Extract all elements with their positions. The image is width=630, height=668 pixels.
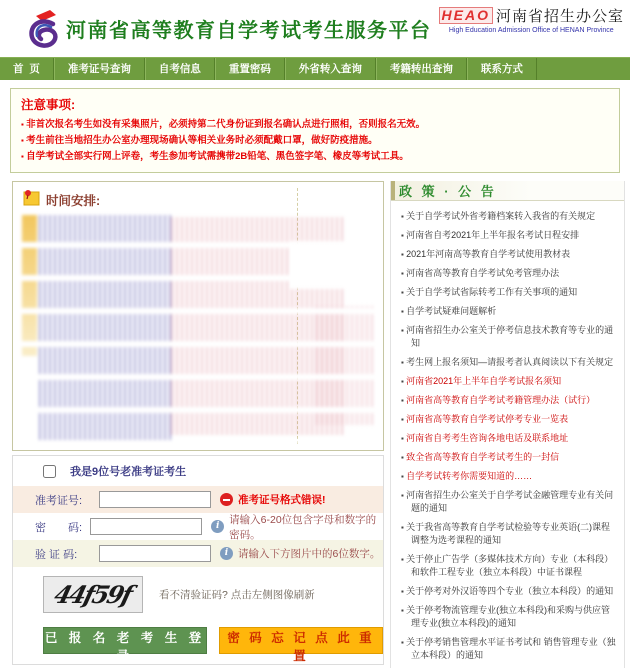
captcha-refresh-hint[interactable]: 看不清验证码? 点击左侧图像刷新 — [159, 589, 315, 601]
org-name-english: High Education Admission Office of HENAN Province — [448, 27, 614, 34]
captcha-code: 44f59f — [51, 580, 135, 609]
announcement-link[interactable]: ▪ 考生网上报名须知—请报考者认真阅读以下有关规定 — [401, 356, 618, 369]
reset-password-button[interactable]: 密 码 忘 记 点 此 重 置 — [219, 627, 383, 654]
old-ticket-row — [13, 456, 383, 486]
notice-item: ▪ 自学考试全部实行网上评卷，考生参加考试需携带2B铅笔、黑色签字笔、橡皮等考试工具。 — [21, 149, 609, 165]
schedule-panel — [12, 181, 384, 451]
nav-item-1[interactable]: 准考证号查询 — [54, 58, 145, 80]
password-input[interactable] — [90, 518, 202, 535]
announcement-link[interactable]: ▪ 河南省高等教育自学考试免考管理办法 — [401, 267, 618, 280]
ticket-number-message: 准考证号格式错误! — [238, 494, 326, 506]
announcement-link[interactable]: ▪ 河南省高等教育自学考试考籍管理办法（试行） — [401, 394, 618, 407]
org-logo-block — [439, 5, 624, 34]
announcement-link[interactable]: ▪ 关于自学考试外省考籍档案转入我省的有关规定 — [401, 210, 618, 223]
schedule-title: 时间安排: — [46, 194, 101, 208]
site-logo-icon — [26, 8, 62, 50]
blurred-schedule-content — [22, 215, 374, 443]
login-button[interactable]: 已 报 名 老 考 生 登 录 — [43, 627, 207, 654]
announcements-title: 政 策 · 公 告 — [399, 184, 497, 199]
notice-item: ▪ 考生前往当地招生办公室办理现场确认等相关业务时必须配戴口罩，做好防疫措施。 — [21, 133, 609, 149]
announcement-link[interactable]: ▪ 河南省自考考生咨询各地电话及联系地址 — [401, 432, 618, 445]
announcement-link[interactable]: ▪ 关于我省高等教育自学考试检验等专业英语(二)课程调整为选考课程的通知 — [401, 521, 618, 547]
notice-title: 注意事项: — [21, 98, 76, 112]
nav-item-6[interactable]: 联系方式 — [467, 58, 537, 80]
error-icon — [220, 493, 233, 506]
login-buttons-row — [13, 618, 383, 664]
notice-list — [21, 117, 609, 165]
announcement-link[interactable]: ▪ 自学考试转考你需要知道的…… — [401, 470, 618, 483]
nav-item-0[interactable]: 首 页 — [0, 58, 54, 80]
ticket-number-label: 准考证号: — [35, 494, 83, 507]
main-nav — [0, 57, 630, 80]
notice-item: ▪ 非首次报名考生如没有采集照片，必须持第二代身份证到报名确认点进行照相，否则报名无效。 — [21, 117, 609, 133]
nav-item-5[interactable]: 考籍转出查询 — [376, 58, 467, 80]
info-icon: i — [220, 547, 233, 560]
announcement-link[interactable]: ▪ 自学考试疑难问题解析 — [401, 305, 618, 318]
announcement-link[interactable]: ▪ 河南省招生办公室关于停考信息技术教育等专业的通知 — [401, 324, 618, 350]
ticket-number-row — [13, 486, 383, 513]
announcement-link[interactable]: ▪ 河南省2021年上半年自学考试报名须知 — [401, 375, 618, 388]
announcement-link[interactable]: ▪ 关于停考对外汉语等四个专业（独立本科段）的通知 — [401, 585, 618, 598]
nav-item-3[interactable]: 重置密码 — [215, 58, 285, 80]
old-ticket-label: 我是9位号老准考证考生 — [70, 466, 187, 478]
nav-item-2[interactable]: 自考信息 — [145, 58, 215, 80]
heao-logo: HEAO — [439, 7, 493, 24]
announcement-link[interactable]: ▪ 关于停止广告学（多媒体技术方向）专业（本科段）和软件工程专业（独立本科段）中证书课程 — [401, 553, 618, 579]
password-label: 密 码: — [35, 521, 83, 534]
left-column — [12, 181, 384, 665]
announcement-link[interactable]: ▪ 河南省高等教育自学考试停考专业一览表 — [401, 413, 618, 426]
captcha-row — [13, 567, 383, 618]
ticket-number-input[interactable] — [99, 491, 211, 508]
login-fields — [13, 486, 383, 567]
password-row — [13, 513, 383, 540]
main-content — [12, 181, 625, 668]
page-title: 河南省高等教育自学考试考生服务平台 — [66, 20, 432, 42]
captcha-label: 验 证 码: — [35, 548, 78, 561]
org-name: 河南省招生办公室 — [495, 8, 624, 25]
page-header — [0, 0, 630, 57]
announcement-link[interactable]: ▪ 河南省自考2021年上半年报名考试日程安排 — [401, 229, 618, 242]
announcement-link[interactable]: ▪ 关于自学考试省际转考工作有关事项的通知 — [401, 286, 618, 299]
announcements-panel — [390, 181, 625, 668]
schedule-header — [13, 182, 383, 211]
announcement-link[interactable]: ▪ 关于停考销售管理水平证书考试和 销售管理专业（独立本科段）的通知 — [401, 636, 618, 662]
note-icon — [23, 189, 40, 211]
login-panel — [12, 455, 384, 665]
captcha-message: 请输入下方图片中的6位数字。 — [238, 548, 381, 560]
announcement-link[interactable]: ▪ 2021年河南高等教育自学考试使用教材表 — [401, 248, 618, 261]
announcements-list — [401, 210, 618, 662]
password-message: 请输入6-20位包含字母和数字的密码。 — [229, 513, 377, 541]
announcement-link[interactable]: ▪ 河南省招生办公室关于自学考试金融管理专业有关问题的通知 — [401, 489, 618, 515]
captcha-input[interactable] — [99, 545, 211, 562]
nav-item-4[interactable]: 外省转入查询 — [285, 58, 376, 80]
announcement-link[interactable]: ▪ 致全省高等教育自学考试考生的一封信 — [401, 451, 618, 464]
announcements-header — [391, 181, 624, 201]
old-ticket-checkbox[interactable] — [43, 465, 56, 478]
announcement-link[interactable]: ▪ 关于停考物流管理专业(独立本科段)和采购与供应管理专业(独立本科段)的通知 — [401, 604, 618, 630]
captcha-row — [13, 540, 383, 567]
captcha-image[interactable] — [43, 576, 143, 613]
info-icon: i — [211, 520, 224, 533]
notice-box — [10, 88, 620, 173]
